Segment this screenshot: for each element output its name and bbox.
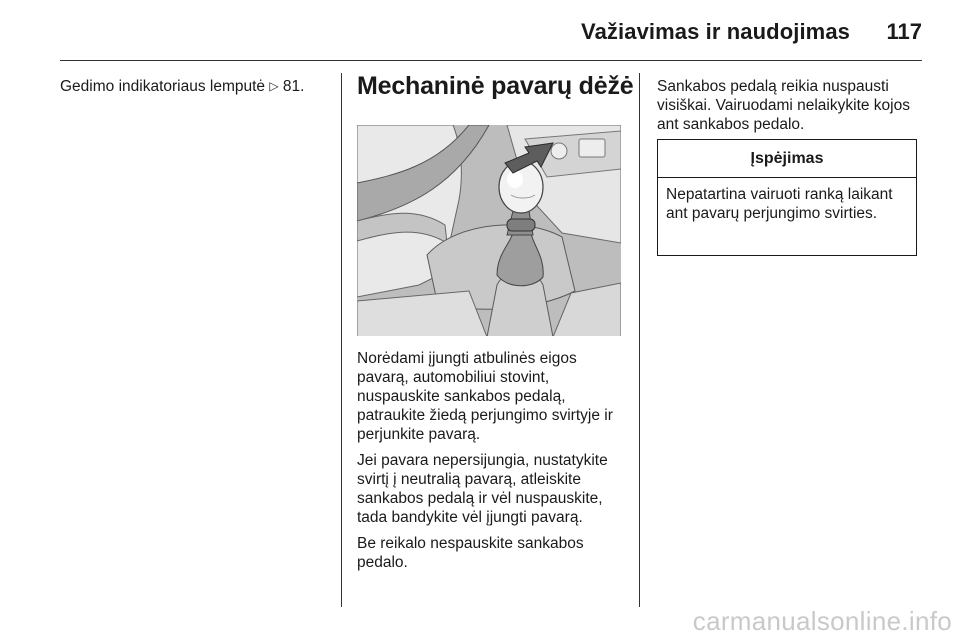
page-reference: 81. xyxy=(282,78,305,95)
gear-shift-drawing xyxy=(357,125,621,336)
column3-body xyxy=(657,77,925,141)
warning-text: Nepatartina vairuoti ranką laikant ant pavarų perjungimo svirties. xyxy=(666,186,893,222)
page-number: 117 xyxy=(886,19,922,44)
watermark: carmanualsonline.info xyxy=(692,606,952,636)
triangle-right-icon: ▷ xyxy=(269,79,279,93)
header-rule xyxy=(60,60,922,61)
warning-heading: Įspėjimas xyxy=(658,140,916,178)
gear-shift-illustration xyxy=(357,125,621,336)
paragraph-reverse-gear: Norėdami įjungti atbulinės eigos pavarą, automobiliui stovint, nuspauskite sankabos pedalą, patraukite žiedą perjungimo svirtyje ir perjunkite pavarą. xyxy=(357,350,613,443)
indicator-lamp-text: Gedimo indikatoriaus lemputė xyxy=(60,78,266,95)
paragraph-clutch-pedal: Sankabos pedalą reikia nuspausti visiškai. Vairuodami nelaikykite kojos ant sankabos pedalo. xyxy=(657,78,910,133)
page-header-title: Važiavimas ir naudojimas xyxy=(581,19,850,44)
paragraph-gear-not-engaging: Jei pavara nepersijungia, nustatykite svirtį į neutralią pavarą, atleiskite sankabos pedalą ir vėl nuspauskite, tada bandykite vėl įjungti pavarą. xyxy=(357,452,608,526)
warning-box xyxy=(657,139,917,256)
paragraph-clutch-note: Be reikalo nespauskite sankabos pedalo. xyxy=(357,535,584,571)
column-divider-left xyxy=(341,73,342,607)
section-title: Mechaninė pavarų dėžė xyxy=(357,72,634,100)
column-divider-right xyxy=(639,73,640,607)
column1-text xyxy=(60,77,340,96)
column2-body xyxy=(357,349,629,579)
